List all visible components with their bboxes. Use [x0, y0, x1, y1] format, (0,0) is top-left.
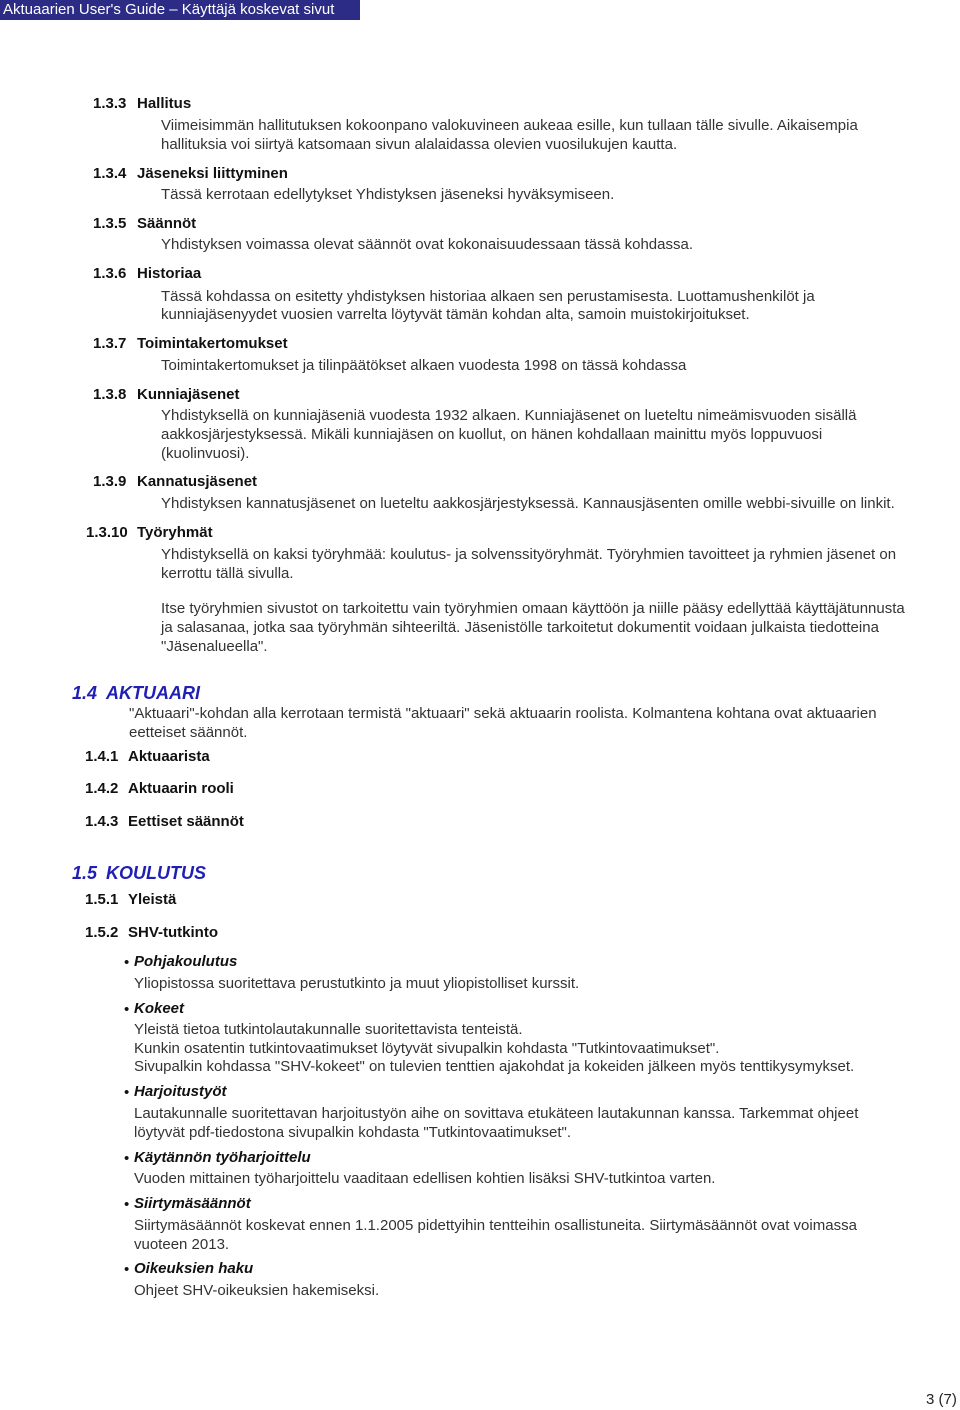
bullet-dot-icon: •: [124, 1196, 130, 1213]
section-title: Kunniajäsenet: [137, 386, 240, 403]
body-line: Vuoden mittainen työharjoittelu vaaditaan edellisen kohtien lisäksi SHV-tutkintoa varten.: [134, 1170, 716, 1187]
body-line: Yhdistyksellä on kunniajäseniä vuodesta 1932 alkaen. Kunniajäsenet on lueteltu nimeämisvuoden sisällä: [161, 407, 857, 424]
bullet-title: Pohjakoulutus: [134, 953, 238, 970]
section-number: 1.3.10: [86, 524, 128, 541]
section-number: 1.3.7: [93, 335, 127, 352]
body-line: hallituksia voi siirtyä katsomaan sivun alalaidassa olevien vuosilukujen kautta.: [161, 136, 678, 153]
section-title: Säännöt: [137, 215, 197, 232]
section-number: 1.3.9: [93, 473, 127, 490]
body-line: Tässä kohdassa on esitetty yhdistyksen historiaa alkaen sen perustamisesta. Luottamushenkilöt ja: [161, 288, 815, 305]
header-title: Aktuaarien User's Guide – Käyttäjä koskevat sivut: [3, 1, 335, 18]
body-line: "Aktuaari"-kohdan alla kerrotaan termistä "aktuaari" sekä aktuaarin roolista. Kolmantena kohtana ovat aktuaarien: [129, 705, 877, 722]
body-line: aakkosjärjestyksessä. Mikäli kunniajäsen on kuollut, on hänen kohdallaan mainittu myös loppuvuosi: [161, 426, 823, 443]
bullet-title: Harjoitustyöt: [134, 1083, 227, 1100]
bullet-title: Käytännön työharjoittelu: [134, 1149, 311, 1166]
section-number: 1.5.2: [85, 924, 119, 941]
bullet-dot-icon: •: [124, 1084, 130, 1101]
section-title: SHV-tutkinto: [128, 924, 218, 941]
body-line: (kuolinvuosi).: [161, 445, 250, 462]
body-line: Itse työryhmien sivustot on tarkoitettu vain työryhmien omaan käyttöön ja niille pääsy edellyttää käyttäjätunnusta: [161, 600, 905, 617]
page-number: 3 (7): [926, 1391, 957, 1408]
body-line: löytyvät pdf-tiedostona sivupalkin kohdasta "Tutkintovaatimukset".: [134, 1124, 571, 1141]
section-title: Toimintakertomukset: [137, 335, 288, 352]
body-line: "Jäsenalueella".: [161, 638, 268, 655]
body-line: Yhdistyksellä on kaksi työryhmää: koulutus- ja solvenssityöryhmät. Työryhmien tavoitteet ja ryhmien jäsenet on: [161, 546, 897, 563]
body-line: Viimeisimmän hallitutuksen kokoonpano valokuvineen aukeaa esille, kun tullaan tälle sivulle. Aikaisempia: [161, 117, 858, 134]
section-title: Historiaa: [137, 265, 202, 282]
bullet-dot-icon: •: [124, 1150, 130, 1167]
body-line: Sivupalkin kohdassa "SHV-kokeet" on tulevien tenttien ajakohdat ja kokeiden jälkeen myös tenttikysymykset.: [134, 1058, 855, 1075]
body-line: kerrottu tällä sivulla.: [161, 565, 294, 582]
bullet-title: Siirtymäsäännöt: [134, 1195, 251, 1212]
section-title: Kannatusjäsenet: [137, 473, 258, 490]
body-line: Ohjeet SHV-oikeuksien hakemiseksi.: [134, 1282, 380, 1299]
section-title: Aktuaarin rooli: [128, 780, 234, 797]
body-line: kunniajäsenyydet vuosien varrelta löytyvät tämän kohdan alta, samoin muistokirjoitukset.: [161, 306, 750, 323]
chapter-number: 1.5: [72, 863, 98, 883]
section-number: 1.3.8: [93, 386, 127, 403]
section-title: Jäseneksi liittyminen: [137, 165, 288, 182]
body-line: Lautakunnalle suoritettavan harjoitustyön aihe on sovittava etukäteen lautakunnan kanssa. Tarkemmat ohjeet: [134, 1105, 859, 1122]
section-title: Aktuaarista: [128, 748, 210, 765]
body-line: vuoteen 2013.: [134, 1236, 230, 1253]
section-number: 1.4.2: [85, 780, 119, 797]
section-number: 1.3.5: [93, 215, 127, 232]
section-number: 1.3.4: [93, 165, 127, 182]
body-line: Toimintakertomukset ja tilinpäätökset alkaen vuodesta 1998 on tässä kohdassa: [161, 357, 687, 374]
body-line: Siirtymäsäännöt koskevat ennen 1.1.2005 pidettyihin tentteihin osallistuneita. Siirtymäsäännöt ovat voimassa: [134, 1217, 857, 1234]
body-line: Yhdistyksen kannatusjäsenet on lueteltu aakkosjärjestyksessä. Kannausjäsenten omille webbi-sivuille on linkit.: [161, 495, 895, 512]
bullet-dot-icon: •: [124, 1001, 130, 1018]
chapter-number: 1.4: [72, 683, 98, 703]
section-number: 1.4.1: [85, 748, 119, 765]
body-line: eetteiset säännöt.: [129, 724, 248, 741]
section-number: 1.4.3: [85, 813, 119, 830]
body-line: Tässä kerrotaan edellytykset Yhdistyksen jäseneksi hyväksymiseen.: [161, 186, 615, 203]
body-line: Yhdistyksen voimassa olevat säännöt ovat kokonaisuudessaan tässä kohdassa.: [161, 236, 693, 253]
chapter-title: AKTUAARI: [106, 683, 200, 703]
body-line: Kunkin osatentin tutkintovaatimukset löytyvät sivupalkin kohdasta "Tutkintovaatimukset".: [134, 1040, 720, 1057]
bullet-dot-icon: •: [124, 1261, 130, 1278]
section-title: Hallitus: [137, 95, 192, 112]
bullet-dot-icon: •: [124, 954, 130, 971]
section-number: 1.3.3: [93, 95, 127, 112]
section-number: 1.5.1: [85, 891, 119, 908]
body-line: ja salasanaa, jotka saa työryhmän sihteeriltä. Jäsenistölle tarkoitetut dokumentit voidaan julkaista tiedotteina: [161, 619, 879, 636]
chapter-title: KOULUTUS: [106, 863, 206, 883]
section-title: Työryhmät: [137, 524, 213, 541]
section-title: Eettiset säännöt: [128, 813, 244, 830]
body-line: Yliopistossa suoritettava perustutkinto ja muut yliopistolliset kurssit.: [134, 975, 580, 992]
section-number: 1.3.6: [93, 265, 127, 282]
body-line: Yleistä tietoa tutkintolautakunnalle suoritettavista tenteistä.: [134, 1021, 523, 1038]
bullet-title: Oikeuksien haku: [134, 1260, 254, 1277]
bullet-title: Kokeet: [134, 1000, 185, 1017]
section-title: Yleistä: [128, 891, 177, 908]
